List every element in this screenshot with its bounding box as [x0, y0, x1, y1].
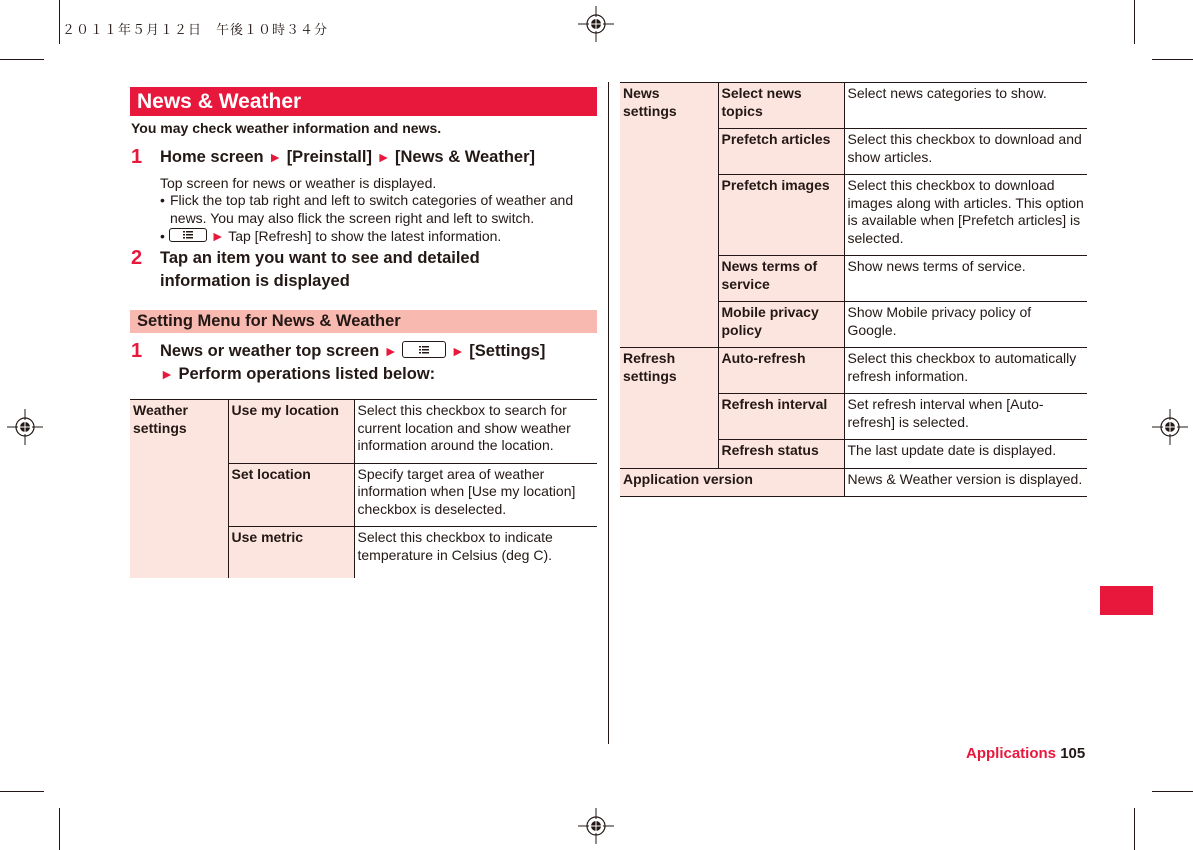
step-number: 2 — [131, 247, 143, 269]
section-title: News & Weather — [130, 87, 597, 116]
step-2-line: information is displayed — [160, 272, 350, 290]
settings-step-line-1 — [160, 340, 545, 363]
step-1-bullet — [160, 192, 600, 227]
setting-name: Select news topics — [718, 83, 844, 129]
category-cell: Refresh settings — [620, 348, 718, 469]
weather-settings-table — [130, 399, 597, 578]
setting-name: Auto-refresh — [718, 348, 844, 394]
print-timestamp: ２０１１年５月１２日 午後１０時３４分 — [62, 23, 329, 38]
setting-name: Prefetch articles — [718, 129, 844, 175]
registration-mark-icon — [1152, 409, 1188, 445]
arrow-right-icon: ► — [450, 343, 465, 359]
setting-name: Set location — [228, 463, 354, 527]
news-settings-table — [620, 82, 1087, 497]
bullet-text: Tap [Refresh] to show the latest information. — [228, 228, 502, 244]
menu-key-icon — [169, 228, 207, 242]
footer-section-name: Applications — [966, 745, 1057, 762]
settings-step-part: [Settings] — [469, 342, 546, 360]
arrow-right-icon: ► — [268, 149, 283, 165]
registration-mark-icon — [578, 808, 614, 844]
settings-step-part: Perform operations listed below: — [178, 365, 436, 383]
setting-description: Select this checkbox to indicate temperature in Celsius (deg C). — [354, 527, 597, 579]
setting-name: Application version — [620, 468, 844, 497]
setting-name: Prefetch images — [718, 175, 844, 256]
step-1-bullet — [160, 228, 600, 246]
step-2-line: Tap an item you want to see and detailed — [160, 249, 480, 267]
step-1-path — [160, 146, 535, 169]
category-cell: News settings — [620, 83, 718, 348]
settings-menu-title: Setting Menu for News & Weather — [130, 310, 597, 333]
registration-mark-icon — [7, 409, 43, 445]
setting-description: Select this checkbox to download and show articles. — [844, 129, 1087, 175]
setting-description: Show Mobile privacy policy of Google. — [844, 302, 1087, 348]
path-news-weather: [News & Weather] — [395, 148, 535, 166]
menu-key-icon — [402, 341, 446, 358]
path-preinstall: [Preinstall] — [286, 148, 372, 166]
setting-name: Refresh status — [718, 440, 844, 469]
step-2-text — [160, 247, 590, 293]
bullet-icon: • — [160, 228, 165, 244]
setting-description: Specify target area of weather information when [Use my location] checkbox is deselected. — [354, 463, 597, 527]
page-number: 105 — [1060, 745, 1086, 762]
section-intro: You may check weather information and news. — [131, 120, 442, 136]
chapter-tab — [1100, 586, 1153, 615]
setting-description: Show news terms of service. — [844, 256, 1087, 302]
setting-name: Use metric — [228, 527, 354, 579]
column-divider — [608, 82, 609, 744]
registration-mark-icon — [578, 6, 614, 42]
setting-description: The last update date is displayed. — [844, 440, 1087, 469]
setting-description: Select this checkbox to download images along with articles. This option is available when [Prefetch articles] is selected. — [844, 175, 1087, 256]
arrow-right-icon: ► — [210, 228, 225, 244]
setting-name: Mobile privacy policy — [718, 302, 844, 348]
arrow-right-icon: ► — [383, 343, 398, 359]
arrow-right-icon: ► — [160, 366, 174, 382]
page-footer — [966, 745, 1085, 762]
bullet-text: Flick the top tab right and left to switch categories of weather and news. You may also flick the screen right and left to switch. — [170, 192, 574, 226]
step-number: 1 — [131, 146, 143, 168]
setting-description: Set refresh interval when [Auto-refresh] is selected. — [844, 394, 1087, 440]
bullet-icon: • — [160, 192, 165, 208]
setting-description: Select this checkbox to search for current location and show weather information around the location. — [354, 400, 597, 464]
settings-step-line-2 — [160, 363, 435, 386]
arrow-right-icon: ► — [376, 149, 391, 165]
step-1-description: Top screen for news or weather is displayed. — [160, 175, 437, 191]
setting-description: Select news categories to show. — [844, 83, 1087, 129]
path-home-screen: Home screen — [160, 148, 264, 166]
setting-description: Select this checkbox to automatically refresh information. — [844, 348, 1087, 394]
setting-name: News terms of service — [718, 256, 844, 302]
setting-description: News & Weather version is displayed. — [844, 468, 1087, 497]
step-number: 1 — [131, 340, 143, 362]
category-cell: Weather settings — [130, 400, 228, 579]
settings-step-part: News or weather top screen — [160, 342, 380, 360]
setting-name: Use my location — [228, 400, 354, 464]
setting-name: Refresh interval — [718, 394, 844, 440]
